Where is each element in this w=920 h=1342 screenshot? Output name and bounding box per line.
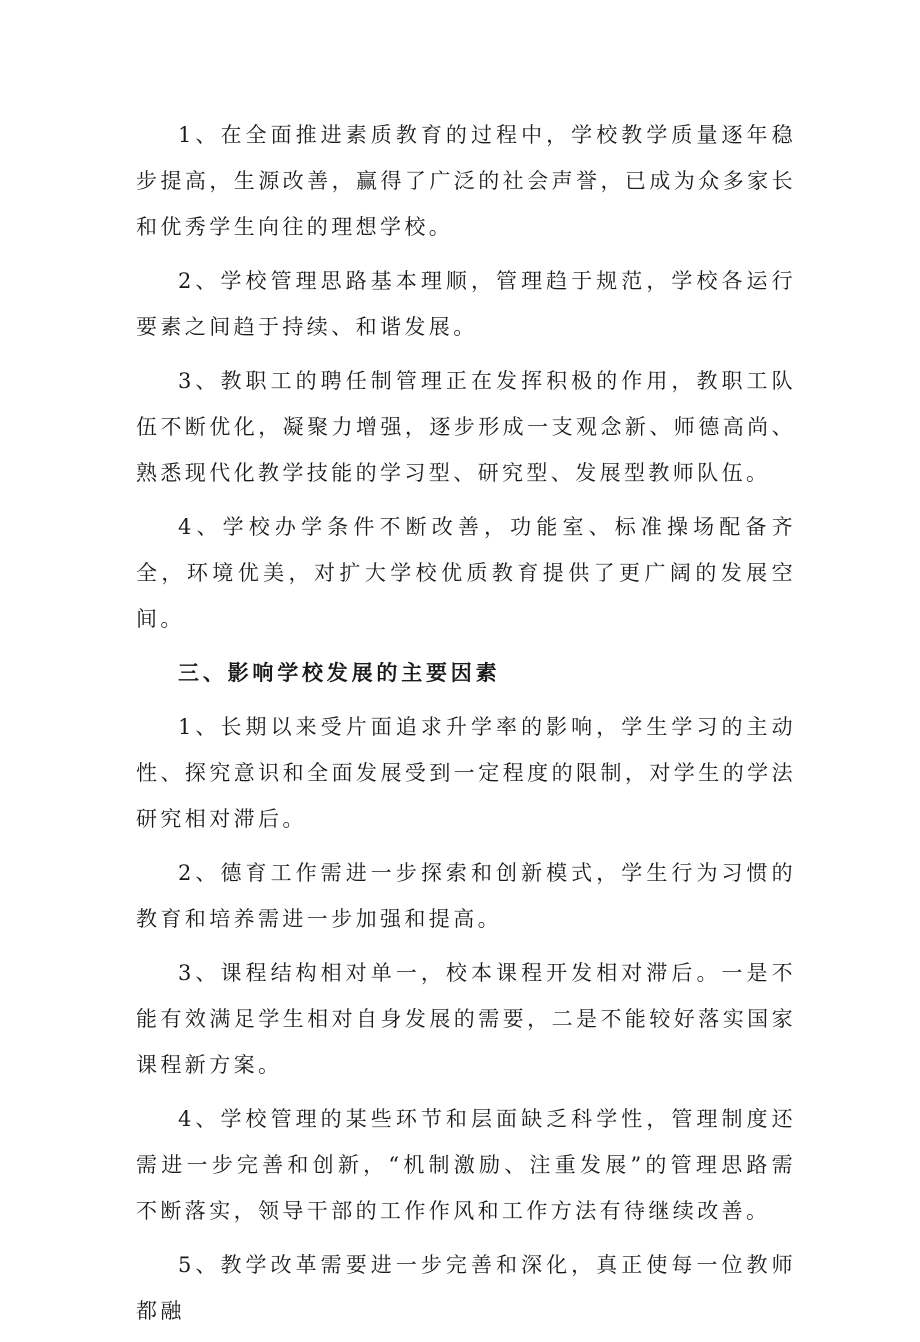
- paragraph-strength-2: 2、学校管理思路基本理顺，管理趋于规范，学校各运行要素之间趋于持续、和谐发展。: [136, 269, 796, 339]
- section-heading: 三、影响学校发展的主要因素: [178, 661, 501, 685]
- paragraph-factor-4: 4、学校管理的某些环节和层面缺乏科学性，管理制度还需进一步完善和创新，“机制激励、注重发展”的管理思路需不断落实，领导干部的工作作风和工作方法有待继续改善。: [136, 1107, 796, 1223]
- paragraph-factor-5: 5、教学改革需要进一步完善和深化，真正使每一位教师都融: [136, 1253, 796, 1323]
- paragraph-strength-1: 1、在全面推进素质教育的过程中，学校教学质量逐年稳步提高，生源改善，赢得了广泛的社会声誉，已成为众多家长和优秀学生向往的理想学校。: [136, 123, 796, 239]
- document-body: [136, 112, 796, 1342]
- paragraph-strength-3: 3、教职工的聘任制管理正在发挥积极的作用，教职工队伍不断优化，凝聚力增强，逐步形成一支观念新、师德高尚、熟悉现代化教学技能的学习型、研究型、发展型教师队伍。: [136, 369, 796, 485]
- paragraph-strength-4: 4、学校办学条件不断改善，功能室、标准操场配备齐全，环境优美，对扩大学校优质教育提供了更广阔的发展空间。: [136, 515, 796, 631]
- paragraph-factor-2: 2、德育工作需进一步探索和创新模式，学生行为习惯的教育和培养需进一步加强和提高。: [136, 861, 796, 931]
- paragraph-factor-1: 1、长期以来受片面追求升学率的影响，学生学习的主动性、探究意识和全面发展受到一定程度的限制，对学生的学法研究相对滞后。: [136, 715, 796, 831]
- paragraph-factor-3: 3、课程结构相对单一，校本课程开发相对滞后。一是不能有效满足学生相对自身发展的需要，二是不能较好落实国家课程新方案。: [136, 961, 796, 1077]
